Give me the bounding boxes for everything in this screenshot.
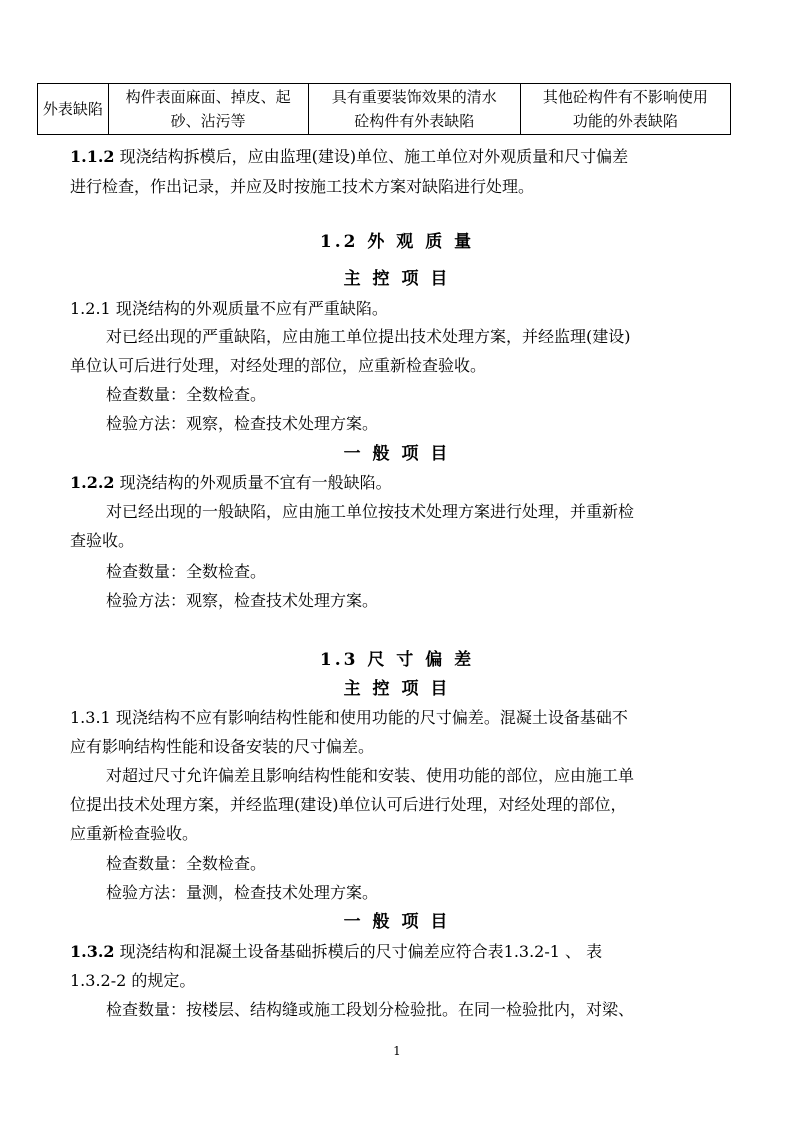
table-cell-other: 其他砼构件有不影响使用 功能的外表缺陷 bbox=[520, 84, 730, 135]
section-title-1-3: 1.3 尺 寸 偏 差 bbox=[319, 650, 475, 670]
clause-1-3-1-line2: 应有影响结构性能和设备安装的尺寸偏差。 bbox=[70, 737, 375, 756]
table-row bbox=[38, 84, 731, 135]
clause-1-2-2: 1.2.2 现浇结构的外观质量不宜有一般缺陷。 bbox=[70, 473, 392, 492]
section-title-1-2: 1.2 外 观 质 量 bbox=[319, 232, 475, 252]
clause-1-3-1-method: 检验方法：量测，检查技术处理方案。 bbox=[106, 883, 379, 902]
clause-1-3-2-line2: 1.3.2-2 的规定。 bbox=[70, 971, 196, 990]
table-cell-category: 外表缺陷 bbox=[38, 84, 109, 135]
clause-1-3-1-para2: 位提出技术处理方案，并经监理(建设)单位认可后进行处理，对经处理的部位， bbox=[70, 795, 627, 814]
clause-1-2-2-method: 检验方法：观察，检查技术处理方案。 bbox=[106, 591, 379, 610]
clause-1-2-2-para1: 对已经出现的一般缺陷，应由施工单位按技术处理方案进行处理，并重新检 bbox=[106, 502, 635, 521]
clause-1-3-2-quantity: 检查数量：按楼层、结构缝或施工段划分检验批。在同一检验批内，对梁、 bbox=[106, 1000, 635, 1019]
clause-1-1-2-line2: 进行检查，作出记录，并应及时按施工技术方案对缺陷进行处理。 bbox=[70, 177, 535, 196]
clause-1-2-2-para2: 查验收。 bbox=[70, 531, 135, 550]
clause-1-1-2-line1: 1.1.2 现浇结构拆模后，应由监理(建设)单位、施工单位对外观质量和尺寸偏差 bbox=[70, 147, 629, 166]
table-cell-general: 构件表面麻面、掉皮、起 砂、沾污等 bbox=[108, 84, 308, 135]
clause-1-3-1-para1: 对超过尺寸允许偏差且影响结构性能和安装、使用功能的部位，应由施工单 bbox=[106, 766, 635, 785]
clause-1-3-1-para3: 应重新检查验收。 bbox=[70, 824, 199, 843]
defect-table bbox=[37, 83, 731, 135]
clause-1-3-1-quantity: 检查数量：全数检查。 bbox=[106, 854, 267, 873]
subheading-main-items: 主 控 项 目 bbox=[343, 269, 451, 289]
clause-1-3-2-line1: 1.3.2 现浇结构和混凝土设备基础拆模后的尺寸偏差应符合表1.3.2-1 、 表 bbox=[70, 942, 603, 961]
subheading-general-items-2: 一 般 项 目 bbox=[343, 912, 451, 932]
table-cell-serious: 具有重要装饰效果的清水 砼构件有外表缺陷 bbox=[308, 84, 520, 135]
clause-1-2-1-para1: 对已经出现的严重缺陷，应由施工单位提出技术处理方案，并经监理(建设) bbox=[106, 327, 631, 346]
subheading-main-items-2: 主 控 项 目 bbox=[343, 679, 451, 699]
clause-1-2-1-para2: 单位认可后进行处理，对经处理的部位，应重新检查验收。 bbox=[70, 356, 487, 375]
page-number: 1 bbox=[393, 1044, 401, 1058]
clause-1-2-2-quantity: 检查数量：全数检查。 bbox=[106, 562, 267, 581]
clause-1-2-1-method: 检验方法：观察，检查技术处理方案。 bbox=[106, 414, 379, 433]
subheading-general-items: 一 般 项 目 bbox=[343, 444, 451, 464]
clause-1-2-1-quantity: 检查数量：全数检查。 bbox=[106, 385, 267, 404]
clause-1-2-1: 1.2.1 现浇结构的外观质量不应有严重缺陷。 bbox=[70, 299, 388, 318]
clause-1-3-1-line1: 1.3.1 现浇结构不应有影响结构性能和使用功能的尺寸偏差。混凝土设备基础不 bbox=[70, 708, 628, 727]
